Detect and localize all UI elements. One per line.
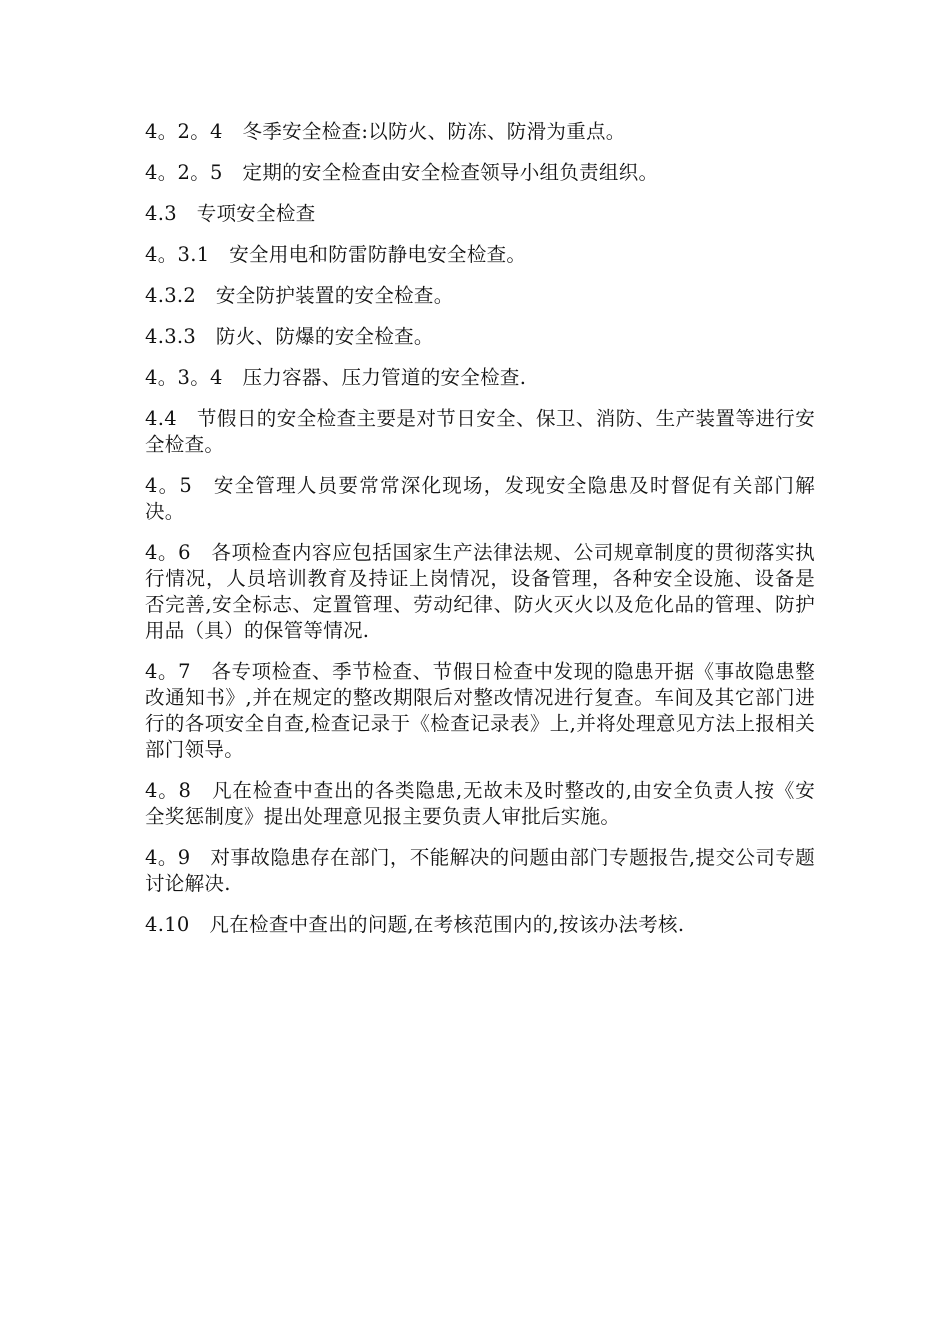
paragraph-4-7: 4。7 各专项检查、季节检查、节假日检查中发现的隐患开据《事故隐患整改通知书》,并在规定的整改期限后对整改情况进行复查。车间及其它部门进行的各项安全自查,检查记录于《检查记录表》上,并将处理意见方法上报相关部门领导。 <box>145 660 815 761</box>
section-heading-4-3: 4.3 专项安全检查 <box>145 202 316 225</box>
paragraph-4-3-2: 4.3.2 安全防护装置的安全检查。 <box>145 284 454 307</box>
paragraph-4-3-3: 4.3.3 防火、防爆的安全检查。 <box>145 325 434 348</box>
paragraph-4-2-4: 4。2。4 冬季安全检查:以防火、防冻、防滑为重点。 <box>145 120 626 143</box>
paragraph-4-4: 4.4 节假日的安全检查主要是对节日安全、保卫、消防、生产装置等进行安全检查。 <box>145 407 815 456</box>
paragraph-4-3-4: 4。3。4 压力容器、压力管道的安全检查. <box>145 366 527 389</box>
paragraph-4-6: 4。6 各项检查内容应包括国家生产法律法规、公司规章制度的贯彻落实执行情况，人员培训教育及持证上岗情况，设备管理，各种安全设施、设备是否完善,安全标志、定置管理、劳动纪律、防火灭火以及危化品的管理、防护用品（具）的保管等情况. <box>145 541 815 642</box>
paragraph-4-10: 4.10 凡在检查中查出的问题,在考核范围内的,按该办法考核. <box>145 913 685 936</box>
paragraph-4-5: 4。5 安全管理人员要常常深化现场，发现安全隐患及时督促有关部门解决。 <box>145 474 815 523</box>
paragraph-4-8: 4。8 凡在检查中查出的各类隐患,无故未及时整改的,由安全负责人按《安全奖惩制度》提出处理意见报主要负责人审批后实施。 <box>145 779 815 828</box>
paragraph-4-2-5: 4。2。5 定期的安全检查由安全检查领导小组负责组织。 <box>145 161 659 184</box>
paragraph-4-3-1: 4。3.1 安全用电和防雷防静电安全检查。 <box>145 243 527 266</box>
document-body <box>145 119 815 953</box>
paragraph-4-9: 4。9 对事故隐患存在部门，不能解决的问题由部门专题报告,提交公司专题讨论解决. <box>145 846 815 895</box>
